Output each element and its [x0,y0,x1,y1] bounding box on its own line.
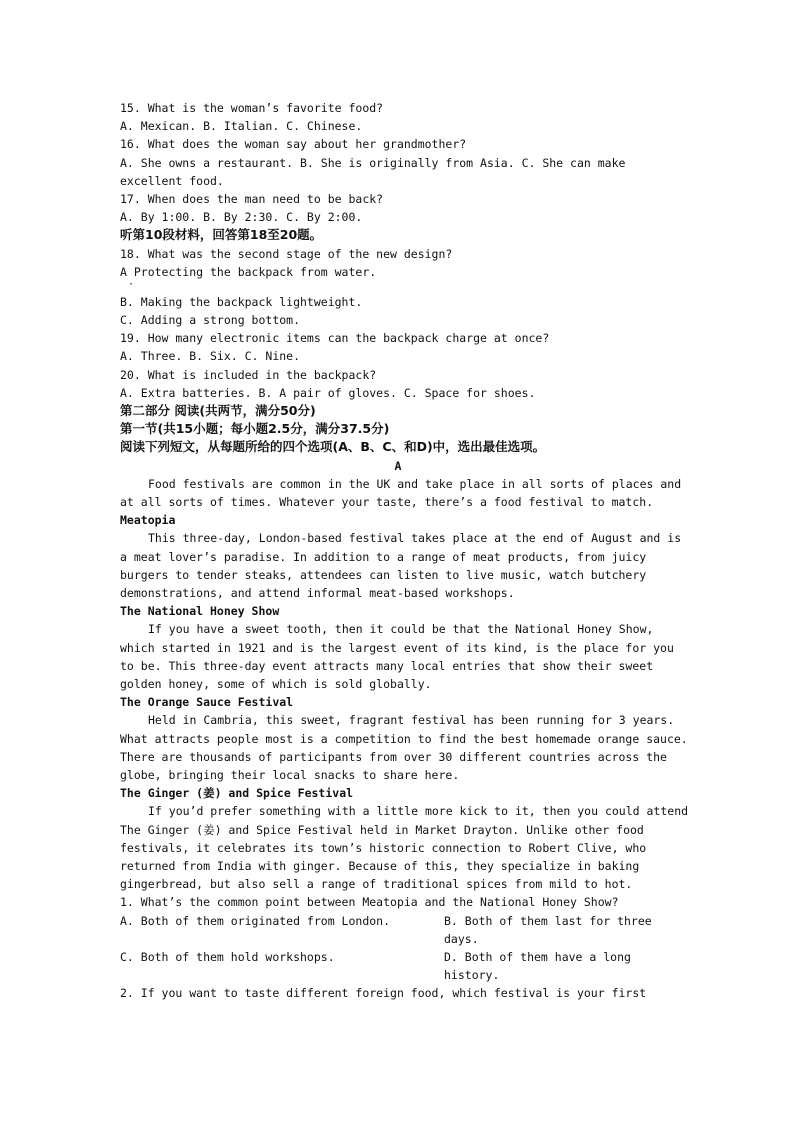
question-1-option-b: B. Both of them last for three days. [444,913,652,946]
question-1-option-d: D. Both of them have a long history. [444,949,631,983]
question-20-options: A. Extra batteries. B. A pair of gloves. C. Space for shoes. [120,385,536,400]
question-18-option-c: C. Adding a strong bottom. [120,313,301,328]
section-body-ginger-spice: If you’d prefer something with a little more kick to it, then you could attend The Ginger (姜) and Spice Festival held in Market Drayton. Unlike other food festivals, it celebrates its town’s historic connection to Robert Clive, who returned from India with ginger. Because of this, they specialize in baking gingerbread, but also sell a range of traditional spices from mild to hot. [120,804,689,892]
section-one-title: 第一节(共15小题；每小题2.5分，满分37.5分) [120,421,390,437]
question-17-options: A. By 1:00. B. By 2:30. C. By 2:00. [120,210,363,225]
section-body-orange-sauce: Held in Cambria, this sweet, fragrant festival has been running for 3 years. What attracts people most is a competition to find the best homemade orange sauce. There are thousands of participants from over 30 different countries across the globe, bringing their local snacks to share here. [120,713,688,782]
section-heading-orange-sauce: The Orange Sauce Festival [120,695,294,710]
question-16-options: A. She owns a restaurant. B. She is originally from Asia. C. She can make [120,155,626,170]
question-16: 16. What does the woman say about her grandmother? [120,137,467,152]
question-15: 15. What is the woman’s favorite food? [120,101,384,115]
question-1-option-c: C. Both of them hold workshops. [120,949,335,964]
question-2: 2. If you want to taste different foreign food, which festival is your first [120,986,647,1001]
question-1: 1. What’s the common point between Meatopia and the National Honey Show? [120,895,619,910]
question-1-option-a: A. Both of them originated from London. [120,913,391,928]
question-19: 19. How many electronic items can the backpack charge at once? [120,331,550,346]
section-body-honey-show: If you have a sweet tooth, then it could be that the National Honey Show, which started in 1921 and is the largest event of its kind, is the place for you to be. This three-day event attracts many local entries that show their sweet golden honey, some of which is sold globally. [120,622,674,691]
question-1-options-cd [120,948,690,984]
part-two-title: 第二部分 阅读(共两节，满分50分) [120,403,316,418]
section-heading-ginger-spice: The Ginger (姜) and Spice Festival [120,786,354,801]
passage-intro: Food festivals are common in the UK and take place in all sorts of places and at all sorts of times. Whatever your taste, there’s a food festival to match. [120,476,682,509]
question-15-options: A. Mexican. B. Italian. C. Chinese. [120,119,363,134]
stray-dot: · [128,278,135,290]
section-10-instruction: 听第10段材料，回答第18至20题。 [120,227,323,243]
question-20: 20. What is included in the backpack? [120,367,377,382]
question-18-option-a: A Protecting the backpack from water. [120,264,377,279]
reading-instruction: 阅读下列短文，从每题所给的四个选项(A、B、C、和D)中，选出最佳选项。 [120,439,546,455]
question-18: 18. What was the second stage of the new design? [120,246,453,261]
question-17: 17. When does the man need to be back? [120,191,384,206]
section-heading-honey-show: The National Honey Show [120,604,280,619]
section-body-meatopia: This three-day, London-based festival takes place at the end of August and is a meat lover’s paradise. In addition to a range of meat products, from juicy burgers to tender steaks, attendees can listen to live music, watch butchery demonstrations, and attend informal meat-based workshops. [120,531,682,600]
exam-page [120,99,690,1003]
passage-label: A [394,458,402,473]
question-18-option-b: B. Making the backpack lightweight. [120,294,363,309]
question-16-options-cont: excellent food. [120,173,224,188]
section-heading-meatopia: Meatopia [120,513,176,528]
question-1-options-ab [120,912,690,948]
question-19-options: A. Three. B. Six. C. Nine. [120,349,301,364]
